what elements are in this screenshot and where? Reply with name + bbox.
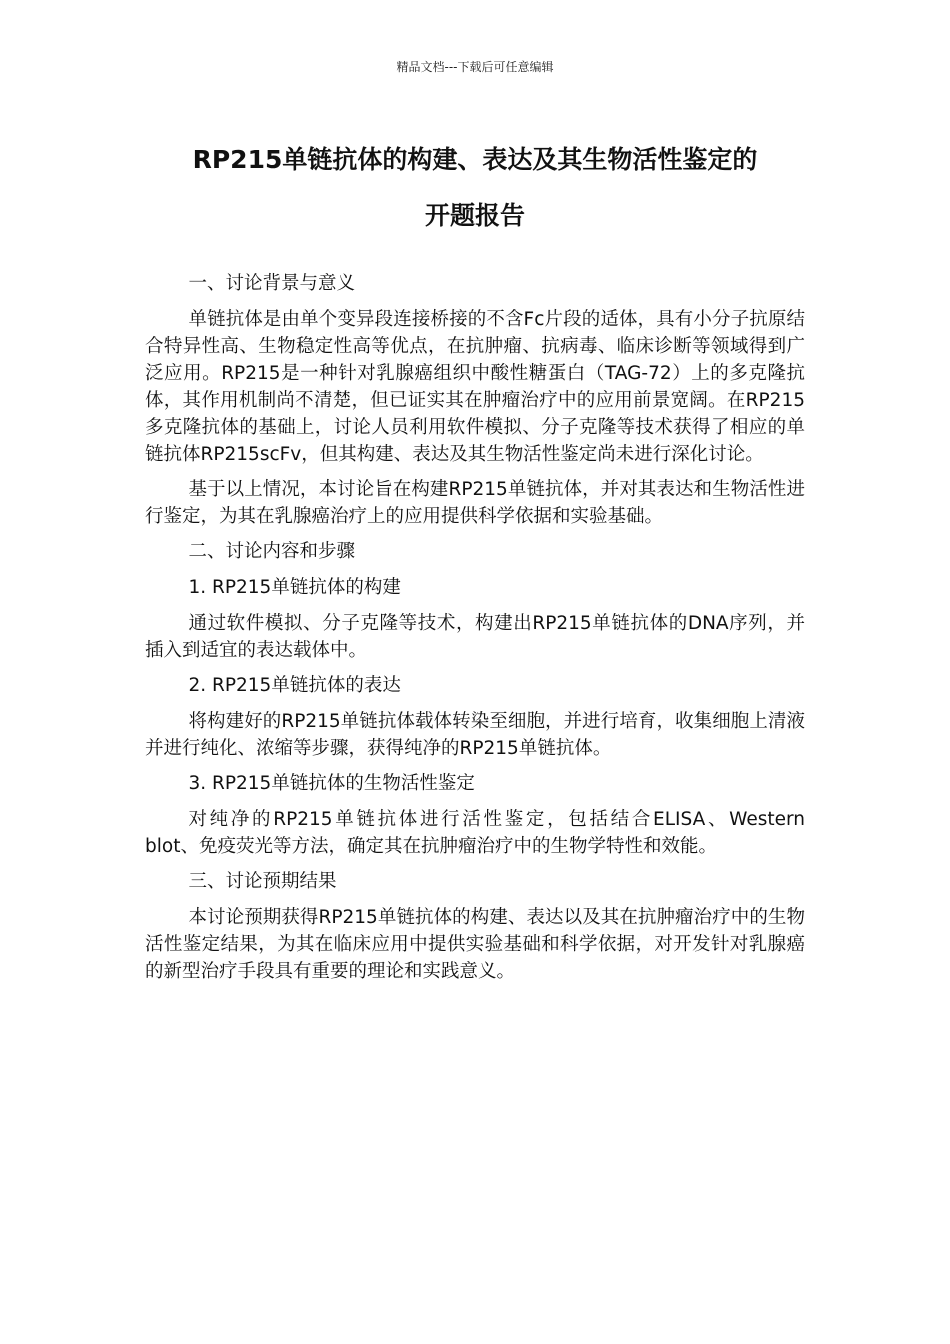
subheading-expression: 2. RP215单链抗体的表达 bbox=[188, 675, 401, 696]
paragraph-expected-results: 本讨论预期获得RP215单链抗体的构建、表达以及其在抗肿瘤治疗中的生物活性鉴定结果，为其在临床应用中提供实验基础和科学依据，对开发针对乳腺癌的新型治疗手段具有重要的理论和实践意义。 bbox=[145, 907, 805, 982]
section-heading-background: 一、讨论背景与意义 bbox=[188, 273, 355, 294]
section-heading-content: 二、讨论内容和步骤 bbox=[188, 541, 355, 562]
page-header-note: 精品文档---下载后可任意编辑 bbox=[396, 60, 554, 74]
paragraph-bioactivity: 对纯净的RP215单链抗体进行活性鉴定，包括结合ELISA、Western blot、免疫荧光等方法，确定其在抗肿瘤治疗中的生物学特性和效能。 bbox=[145, 809, 805, 857]
subheading-construction: 1. RP215单链抗体的构建 bbox=[188, 577, 401, 598]
document-title-line-1: RP215单链抗体的构建、表达及其生物活性鉴定的 bbox=[192, 145, 758, 174]
subheading-bioactivity: 3. RP215单链抗体的生物活性鉴定 bbox=[188, 773, 475, 794]
paragraph-aim: 基于以上情况，本讨论旨在构建RP215单链抗体，并对其表达和生物活性进行鉴定，为其在乳腺癌治疗上的应用提供科学依据和实验基础。 bbox=[145, 479, 805, 527]
paragraph-construction: 通过软件模拟、分子克隆等技术，构建出RP215单链抗体的DNA序列，并插入到适宜的表达载体中。 bbox=[145, 613, 805, 661]
section-heading-expected-results: 三、讨论预期结果 bbox=[188, 871, 337, 892]
paragraph-expression: 将构建好的RP215单链抗体载体转染至细胞，并进行培育，收集细胞上清液并进行纯化、浓缩等步骤，获得纯净的RP215单链抗体。 bbox=[145, 711, 805, 759]
document-body bbox=[145, 270, 805, 993]
document-title-line-2: 开题报告 bbox=[424, 201, 525, 230]
paragraph-background: 单链抗体是由单个变异段连接桥接的不含Fc片段的适体，具有小分子抗原结合特异性高、生物稳定性高等优点，在抗肿瘤、抗病毒、临床诊断等领域得到广泛应用。RP215是一种针对乳腺癌组织中酸性糖蛋白（TAG-72）上的多克隆抗体，其作用机制尚不清楚，但已证实其在肿瘤治疗中的应用前景宽阔。在RP215多克隆抗体的基础上，讨论人员利用软件模拟、分子克隆等技术获得了相应的单链抗体RP215scFv，但其构建、表达及其生物活性鉴定尚未进行深化讨论。 bbox=[145, 309, 805, 465]
